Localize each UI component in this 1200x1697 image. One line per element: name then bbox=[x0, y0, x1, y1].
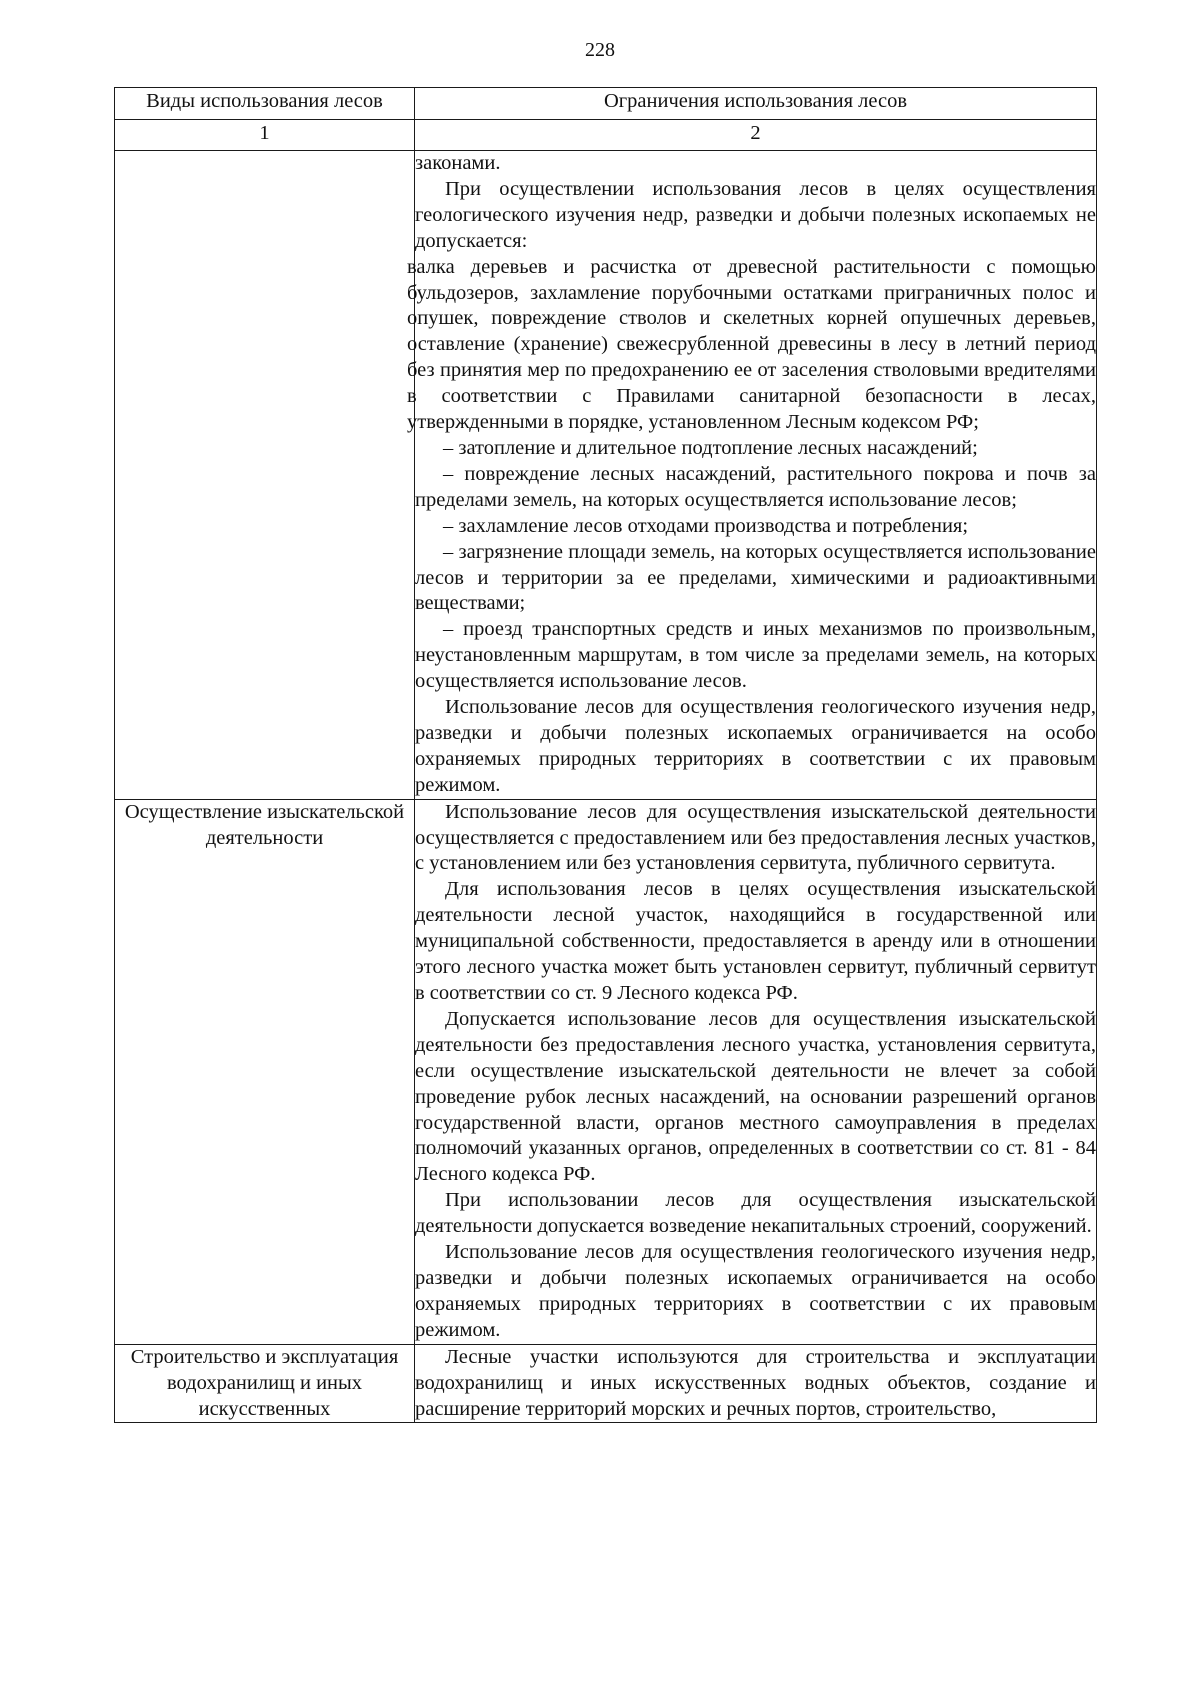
column-number-2: 2 bbox=[415, 120, 1097, 151]
restrictions-cell bbox=[415, 799, 1097, 1344]
paragraph: Для использования лесов в целях осуществления изыскательской деятельности лесной участок, находящийся в государственной или муниципальной собственности, предоставляется в аренду или в отношении этого лесного участка может быть установлен сервитут, публичный сервитут в соответствии со ст. 9 Лесного кодекса РФ. bbox=[415, 878, 1096, 1004]
header-use-types: Виды использования лесов bbox=[115, 88, 415, 120]
paragraph: Допускается использование лесов для осуществления изыскательской деятельности без предоставления лесного участка, установления сервитута, если осуществление изыскательской деятельности не влечет за собой проведение рубок лесных насаждений, на основании разрешений органов государственной власти, органов местного самоуправления в пределах полномочий указанных органов, определенных в соответствии со ст. 81 - 84 Лесного кодекса РФ. bbox=[415, 1007, 1096, 1186]
table-header-row bbox=[115, 88, 1097, 120]
paragraph: Использование лесов для осуществления изыскательской деятельности осуществляется с предоставлением или без предоставления лесных участков, с установлением или без установления сервитута, публичного сервитута. bbox=[415, 800, 1096, 875]
column-number-1: 1 bbox=[115, 120, 415, 151]
forest-use-restrictions-table bbox=[114, 87, 1097, 1423]
dash-list-item: – повреждение лесных насаждений, растительного покрова и почв за пределами земель, на которых осуществляется использование лесов; bbox=[415, 462, 1096, 511]
dash-list-item: – проезд транспортных средств и иных механизмов по произвольным, неустановленным маршрутам, в том числе за пределами земель, на которых осуществляется использование лесов. bbox=[415, 618, 1096, 693]
paragraph: При использовании лесов для осуществления изыскательской деятельности допускается возведение некапитальных строений, сооружений. bbox=[415, 1189, 1096, 1238]
header-restrictions: Ограничения использования лесов bbox=[415, 88, 1097, 120]
dash-list-item: – загрязнение площади земель, на которых осуществляется использование лесов и территории за ее пределами, химическими и радиоактивными веществами; bbox=[415, 540, 1096, 615]
paragraph: Использование лесов для осуществления геологического изучения недр, разведки и добычи полезных ископаемых ограничивается на особо охраняемых природных территориях в соответствии с их правовым режимом. bbox=[415, 1241, 1096, 1341]
paragraph: При осуществлении использования лесов в целях осуществления геологического изучения недр, разведки и добычи полезных ископаемых не допускается: bbox=[415, 177, 1096, 252]
restrictions-cell bbox=[415, 1344, 1097, 1423]
table-row bbox=[115, 151, 1097, 800]
table-row bbox=[115, 1344, 1097, 1423]
use-type-cell: Осуществление изыскательской деятельности bbox=[115, 799, 415, 1344]
table-row bbox=[115, 799, 1097, 1344]
paragraph: валка деревьев и расчистка от древесной растительности с помощью бульдозеров, захламление порубочными остатками приграничных полос и опушек, повреждение стволов и скелетных корней опушечных деревьев, оставление (хранение) свежесрубленной древесины в лесу в летний период без принятия мер по предохранению ее от заселения стволовыми вредителями в соответствии с Правилами санитарной безопасности в лесах, утвержденными в порядке, установленном Лесным кодексом РФ; bbox=[407, 255, 1096, 434]
paragraph: Использование лесов для осуществления геологического изучения недр, разведки и добычи полезных ископаемых ограничивается на особо охраняемых природных территориях в соответствии с их правовым режимом. bbox=[415, 696, 1096, 796]
paragraph: законами. bbox=[415, 152, 501, 174]
dash-list-item: – захламление лесов отходами производства и потребления; bbox=[443, 514, 969, 537]
use-type-cell bbox=[115, 151, 415, 800]
page-number: 228 bbox=[585, 39, 615, 61]
use-type-cell: Строительство и эксплуатация водохранилищ и иных искусственных bbox=[115, 1344, 415, 1423]
column-number-row bbox=[115, 120, 1097, 151]
restrictions-cell bbox=[407, 151, 1097, 800]
paragraph: Лесные участки используются для строительства и эксплуатации водохранилищ и иных искусственных водных объектов, создание и расширение территорий морских и речных портов, строительство, bbox=[415, 1345, 1096, 1420]
dash-list-item: – затопление и длительное подтопление лесных насаждений; bbox=[443, 436, 978, 459]
